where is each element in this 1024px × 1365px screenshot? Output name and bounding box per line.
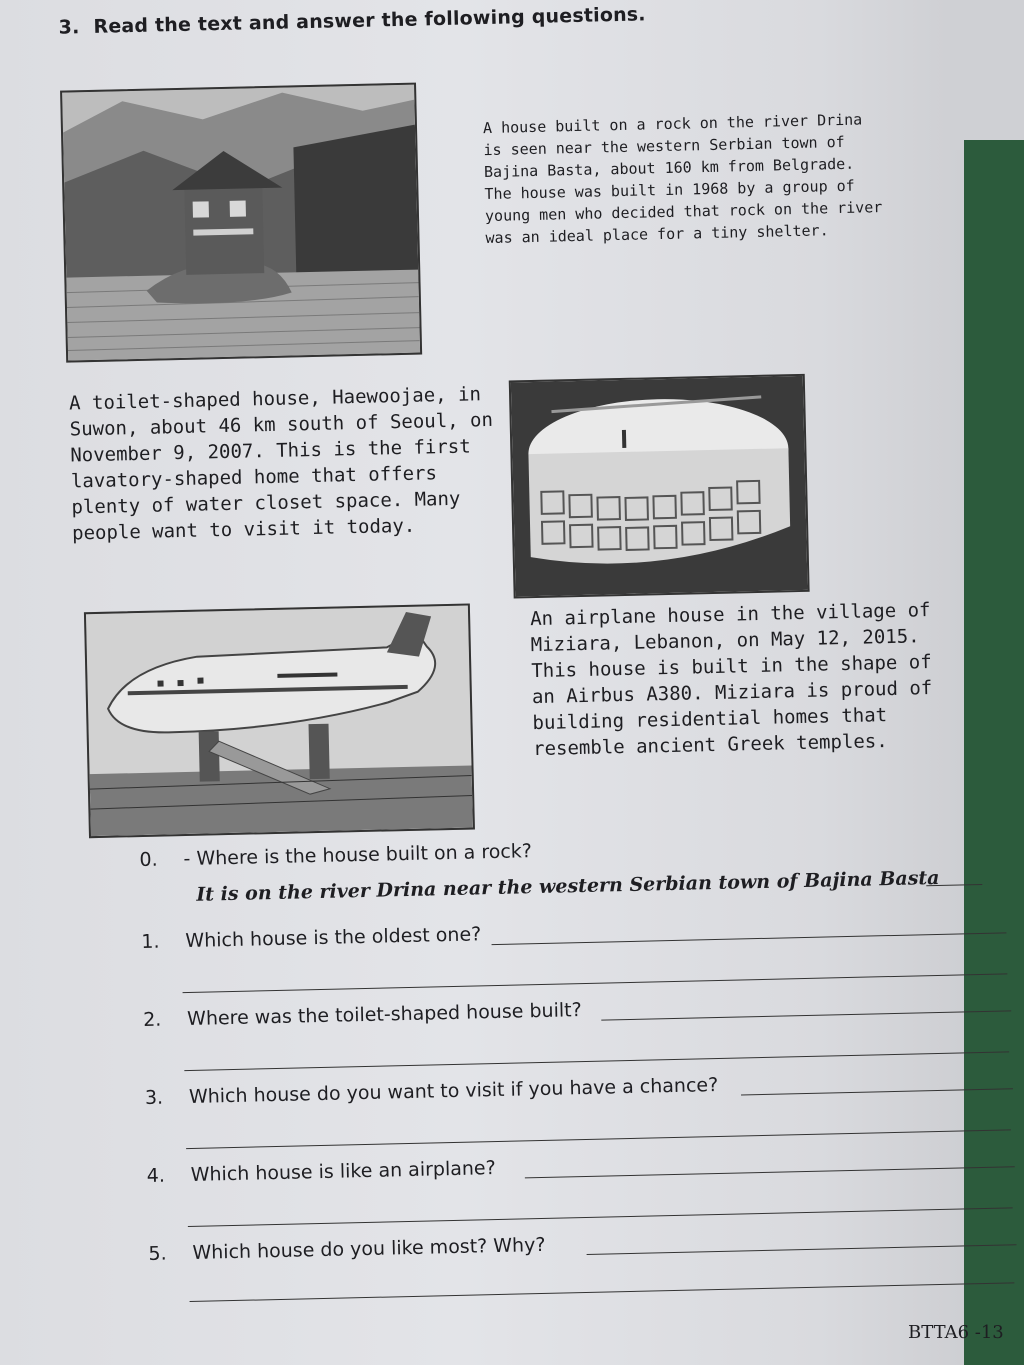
question-0-answer: It is on the river Drina near the western Serbian town of Bajina Basta bbox=[196, 866, 940, 906]
toilet-house-photo bbox=[509, 374, 810, 599]
question-4-text: Which house is like an airplane? bbox=[190, 1157, 496, 1186]
page-code: BTTA6 -13 bbox=[908, 1322, 1004, 1343]
rock-house-text: A house built on a rock on the river Drina is seen near the western Serbian town of Bajina Basta, about 160 km from Belgrade. The house was built in 1968 by a group of young men who decided that rock on the river was an ideal place for a tiny shelter. bbox=[482, 110, 883, 248]
answer-line-1 bbox=[183, 973, 1008, 993]
answer-line-5 bbox=[190, 1282, 1015, 1302]
exercise-number: 3. bbox=[58, 16, 80, 39]
question-2-number: 2. bbox=[142, 1008, 162, 1032]
question-3-text: Which house do you want to visit if you have a chance? bbox=[188, 1073, 719, 1108]
question-2-text: Where was the toilet-shaped house built? bbox=[186, 999, 582, 1031]
toilet-house-text: A toilet-shaped house, Haewoojae, in Suwon, about 46 km south of Seoul, on November 9, 2007. This is the first lavatory-shaped home that offers plenty of water closet space. Many people want to visit it today. bbox=[68, 383, 494, 545]
answer-line-1a bbox=[492, 932, 1007, 945]
question-1-number: 1. bbox=[141, 930, 160, 954]
answer-line-3 bbox=[186, 1129, 1011, 1149]
airplane-house-text: An airplane house in the village of Miziara, Lebanon, on May 12, 2015. This house is built in the shape of an Airbus A380. Miziara is proud of building residential homes that resemble ancient Greek temples. bbox=[529, 599, 933, 761]
airplane-house-photo bbox=[84, 603, 475, 838]
answer-line-5a bbox=[587, 1244, 1017, 1255]
question-5-text: Which house do you like most? Why? bbox=[192, 1233, 546, 1264]
answer-line-4a bbox=[525, 1166, 1015, 1178]
rock-house-photo bbox=[60, 83, 422, 363]
question-0-number: 0. bbox=[139, 848, 158, 872]
question-0 bbox=[139, 840, 532, 871]
question-3 bbox=[145, 1074, 719, 1109]
answer-line-3a bbox=[741, 1088, 1013, 1095]
exercise-instruction: Read the text and answer the following questions. bbox=[93, 3, 646, 38]
answer-line-4 bbox=[188, 1207, 1013, 1227]
question-1-text: Which house is the oldest one? bbox=[185, 923, 482, 953]
question-5-number: 5. bbox=[148, 1242, 167, 1265]
question-2 bbox=[143, 999, 582, 1031]
exercise-heading bbox=[58, 3, 646, 38]
answer-line-2 bbox=[184, 1051, 1009, 1071]
question-1 bbox=[141, 923, 481, 953]
question-4 bbox=[146, 1157, 495, 1187]
question-3-number: 3. bbox=[144, 1086, 164, 1109]
question-5 bbox=[148, 1234, 545, 1265]
answer-0-line-end bbox=[926, 884, 982, 886]
answer-line-2a bbox=[601, 1010, 1011, 1020]
question-4-number: 4. bbox=[146, 1164, 166, 1187]
question-0-text: - Where is the house built on a rock? bbox=[183, 840, 533, 871]
